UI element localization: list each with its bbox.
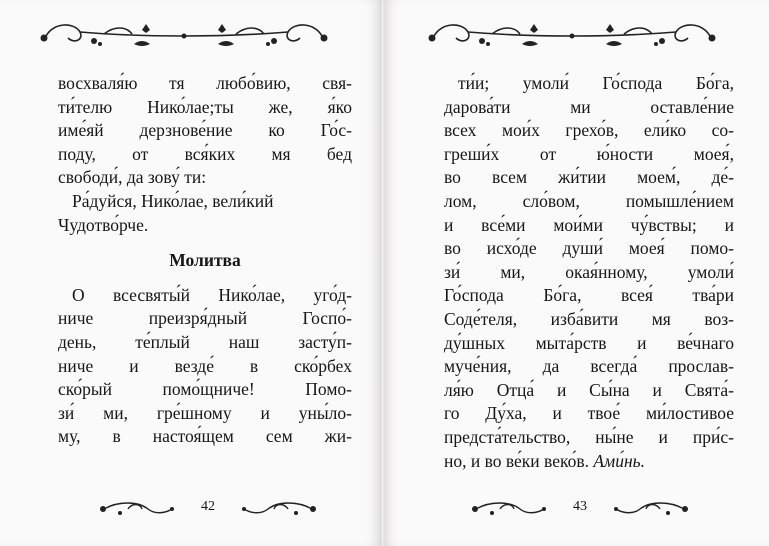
text-line	[444, 379, 734, 403]
word: и	[658, 426, 668, 447]
word: моея́,	[693, 143, 734, 164]
left-page	[0, 0, 381, 546]
word: окая́нному,	[565, 261, 648, 282]
word: мои́ми	[553, 214, 603, 235]
word: муче́ния,	[444, 356, 512, 377]
word: го	[444, 403, 460, 424]
word: лом,	[444, 190, 477, 211]
text-line	[58, 307, 352, 331]
text-line	[58, 378, 352, 402]
word: и	[652, 379, 662, 400]
word: от	[539, 143, 557, 164]
text-line	[444, 402, 734, 426]
right-page	[384, 0, 769, 546]
amen-word: Ами́нь.	[593, 450, 645, 471]
word: умоли́	[687, 261, 734, 282]
word: Госпо́-	[302, 308, 352, 329]
text-line: свободи́, да зову́ ти:	[58, 167, 207, 188]
text-line	[444, 308, 734, 332]
word: восхваля́ю	[58, 73, 138, 93]
word: от	[132, 143, 149, 164]
word: уны́ло-	[298, 402, 352, 423]
word: я́ко	[327, 96, 352, 117]
word: дерзнове́ние	[139, 120, 233, 141]
word: мои́х	[501, 120, 540, 141]
word: любо́вию,	[216, 73, 291, 93]
word: ду́шных	[444, 332, 506, 353]
word: ны́не	[595, 426, 634, 447]
text-line	[58, 331, 352, 355]
word: ми,	[103, 402, 128, 423]
word: день,	[58, 331, 97, 352]
word: сем	[265, 426, 293, 447]
footer-ornament-right-icon	[240, 499, 318, 519]
word: и	[724, 214, 734, 235]
word: предста́тельство,	[444, 426, 571, 447]
text-line	[58, 143, 352, 167]
word: да	[542, 356, 560, 377]
word: засту́п-	[298, 331, 352, 352]
word: ве́чнаго	[677, 332, 734, 353]
text-line	[444, 143, 734, 167]
word: Ду́ха,	[485, 403, 527, 424]
word: в	[112, 426, 121, 447]
text-line-content: но, и во ве́ки веко́в.	[444, 450, 589, 471]
prayer-title: Молитва	[169, 250, 241, 271]
text-line	[444, 355, 734, 379]
word: же,	[268, 96, 293, 117]
text-line	[58, 425, 352, 449]
text-line	[444, 72, 734, 96]
word: жи-	[324, 426, 352, 447]
footer-ornament-right-icon	[612, 499, 690, 519]
left-page-footer	[98, 495, 318, 525]
word: греши́х	[444, 143, 500, 164]
word: всесвяты́й	[113, 284, 190, 305]
text-line	[444, 284, 734, 308]
word: ниче	[58, 355, 94, 376]
word: в	[249, 355, 259, 376]
word: му,	[58, 426, 81, 447]
word: помышле́нием	[625, 190, 734, 211]
right-page-text	[444, 72, 734, 473]
word: и	[556, 379, 567, 400]
word: со-	[711, 120, 734, 141]
text-line	[444, 426, 734, 450]
word: ско́рбех	[294, 355, 352, 376]
word: бед	[326, 143, 352, 164]
text-line	[444, 166, 734, 190]
word: и	[444, 214, 454, 235]
word: и	[129, 355, 139, 376]
word: Го́спода	[444, 285, 504, 306]
word: прослав-	[668, 356, 734, 377]
word: Соде́теля,	[444, 308, 518, 329]
text-line	[58, 402, 352, 426]
word: поду,	[58, 143, 96, 164]
word: при́с-	[692, 426, 734, 447]
word: мя	[271, 143, 291, 164]
word: Го́спода	[602, 73, 663, 93]
word: име́яй	[58, 120, 104, 141]
text-line: Чудотво́рче.	[58, 214, 149, 235]
word: О	[72, 284, 85, 305]
word: ти́телю	[58, 96, 113, 117]
word: ско́рый	[58, 379, 113, 400]
word: настоя́щем	[152, 426, 234, 447]
word: во	[444, 238, 461, 259]
word: Бо́га,	[695, 73, 734, 93]
text-line	[444, 190, 734, 214]
word: во	[444, 167, 461, 188]
word: и	[637, 332, 647, 353]
word: ми,	[500, 261, 526, 282]
word: все́ми	[481, 214, 526, 235]
text-line	[444, 96, 734, 120]
word: всех	[444, 120, 477, 141]
word: грехо́в,	[565, 120, 619, 141]
word: исхо́де	[486, 238, 537, 259]
word: ми	[570, 96, 591, 117]
word: воз-	[704, 308, 734, 329]
word: моем́,	[637, 167, 681, 188]
text-line	[444, 119, 734, 143]
word: жи́тии	[558, 167, 606, 188]
word: помо́щниче!	[162, 379, 255, 400]
page-number: 43	[573, 499, 587, 514]
text-line	[58, 355, 352, 379]
word: Отца́	[496, 379, 535, 400]
word: те́плый	[135, 331, 190, 352]
word: зи́	[444, 261, 461, 282]
footer-ornament-left-icon	[98, 499, 176, 519]
word: везде́	[174, 355, 214, 376]
text-line	[444, 332, 734, 356]
text-line	[58, 96, 352, 120]
word: ти́и;	[458, 73, 490, 93]
word: тя	[169, 73, 185, 93]
text-line	[444, 214, 734, 238]
word: души́	[562, 238, 603, 259]
word: Бо́га,	[543, 285, 582, 306]
word: вся́ких	[184, 143, 236, 164]
word: Свята́-	[684, 379, 734, 400]
word: оставле́ние	[650, 96, 734, 117]
word: сло́вом,	[522, 190, 580, 211]
word: Нико́лае,	[218, 284, 286, 305]
word: и	[260, 402, 270, 423]
word: Помо-	[305, 379, 352, 400]
word: дарова́ти	[444, 96, 511, 117]
right-page-footer	[470, 495, 690, 525]
word: мя	[651, 308, 671, 329]
word: всегда́	[590, 356, 638, 377]
word: ля́ю	[444, 379, 474, 400]
word: зи́	[58, 402, 75, 423]
word: мыта́рств	[535, 332, 607, 353]
text-line	[58, 119, 352, 143]
word: преизря́дный	[148, 308, 248, 329]
word: ми́лостивое	[645, 403, 734, 424]
word: помо-	[690, 238, 734, 259]
word: чу́вствы;	[630, 214, 697, 235]
header-ornament-icon	[34, 14, 334, 50]
word: Го́с-	[320, 120, 352, 141]
word: ко	[268, 120, 285, 141]
word: умоли́	[522, 73, 569, 93]
word: Нико́лае;ты	[147, 96, 234, 117]
word: ниче	[58, 308, 94, 329]
word: изба́вити	[550, 308, 619, 329]
header-ornament-icon	[422, 14, 722, 50]
word: де́-	[711, 167, 734, 188]
word: ели́ко	[643, 120, 687, 141]
word: всея́	[620, 285, 653, 306]
page-number: 42	[201, 499, 215, 514]
text-line	[58, 72, 352, 96]
word: гре́шному	[156, 402, 232, 423]
word: всем	[492, 167, 528, 188]
text-line	[58, 284, 352, 308]
word: уго́д-	[313, 284, 352, 305]
word: свя-	[322, 73, 352, 93]
word: тва́ри	[692, 285, 734, 306]
text-line-last	[444, 450, 734, 474]
word: наш	[228, 331, 260, 352]
text-line: Ра́дуйся, Нико́лае, вели́кий	[72, 190, 274, 211]
word: и	[552, 403, 562, 424]
word: моея́	[628, 238, 665, 259]
left-page-text	[58, 72, 352, 449]
word: Сы́на	[589, 379, 630, 400]
text-line	[444, 261, 734, 285]
word: твое́	[587, 403, 621, 424]
word: ю́ности	[596, 143, 654, 164]
text-line	[444, 237, 734, 261]
footer-ornament-left-icon	[470, 499, 548, 519]
